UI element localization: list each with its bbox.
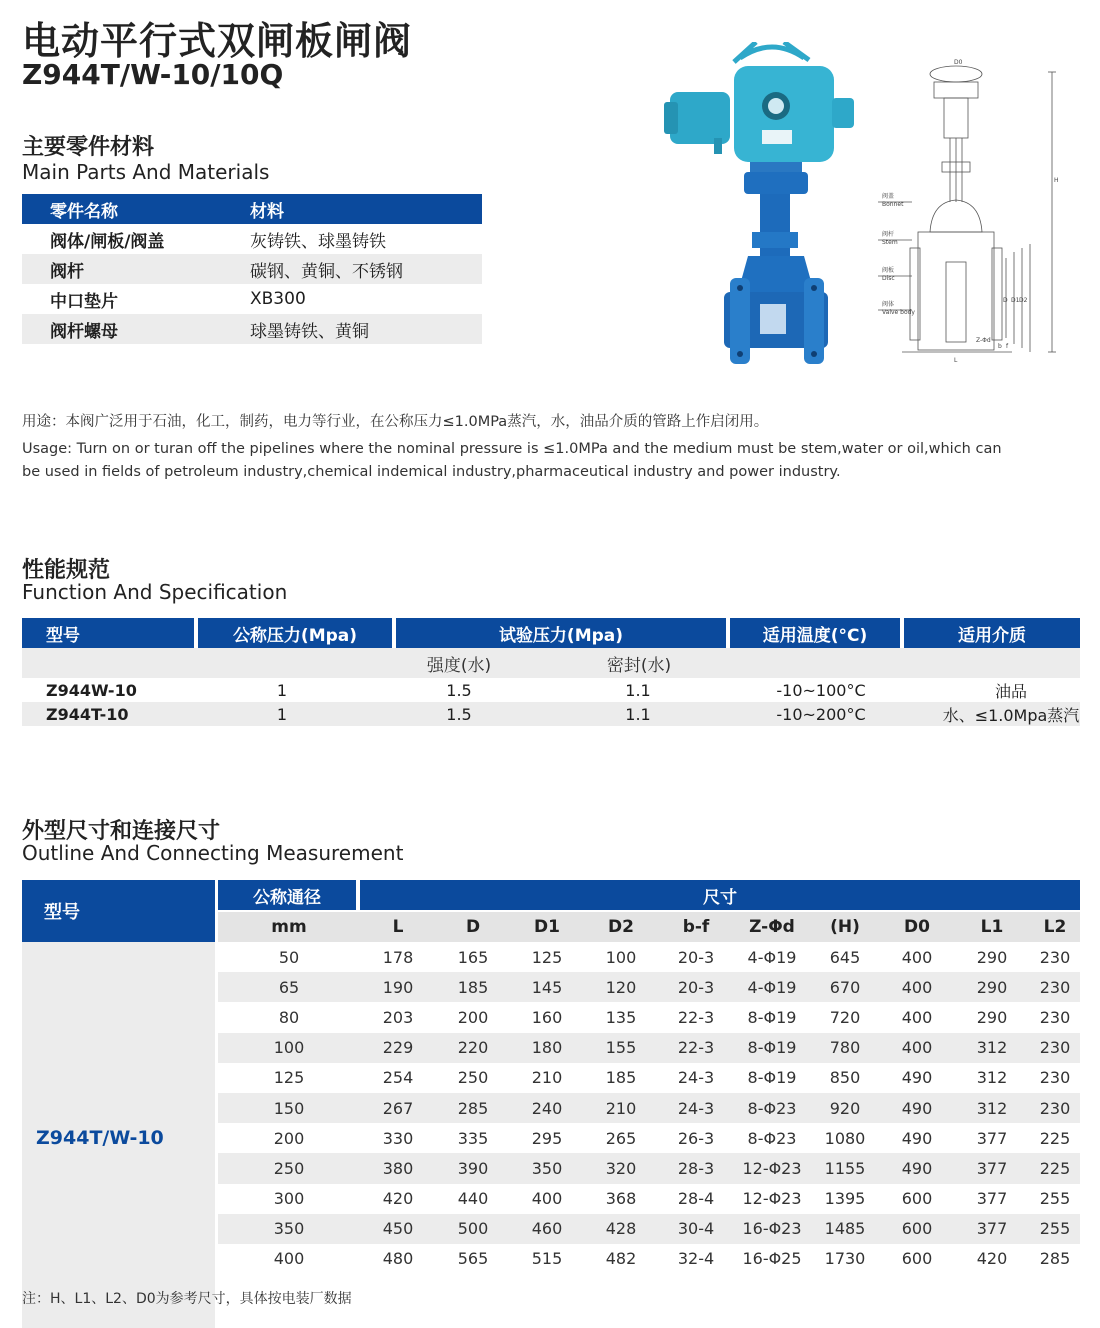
spec-medium: 油品 (994, 681, 1027, 701)
usage-en-line2: be used in fields of petroleum industry,chemical indemical industry,pharmaceutical industry and power industry. (22, 464, 841, 480)
dims-cell: 1485 (824, 1219, 866, 1239)
dims-cell: 400 (901, 1038, 933, 1058)
dims-cell: 420 (382, 1189, 414, 1209)
drawing-label: Disc (882, 275, 895, 282)
dims-cell: 210 (531, 1068, 563, 1088)
spec-temperature: -10~200°C (776, 704, 866, 724)
dims-cell: 26-3 (677, 1128, 715, 1148)
dims-cell: 312 (976, 1068, 1008, 1088)
dims-col-zd: Z-Φd (749, 917, 795, 937)
drawing-label: f (1006, 343, 1009, 350)
table-row (218, 1244, 1080, 1274)
table-row (218, 942, 1080, 972)
dims-cell: 460 (531, 1219, 563, 1239)
table-row (218, 1002, 1080, 1032)
table-row (22, 254, 482, 284)
dims-cell: 150 (273, 1098, 305, 1118)
dims-cell: 290 (976, 977, 1008, 997)
dims-cell: 135 (605, 1007, 637, 1027)
dims-cell: 255 (1039, 1189, 1071, 1209)
dims-cell: 428 (605, 1219, 637, 1239)
dims-cell: 20-3 (677, 977, 715, 997)
parts-header-material: 材料 (250, 201, 284, 222)
dims-cell: 330 (382, 1128, 414, 1148)
dims-cell: 254 (382, 1068, 414, 1088)
dims-cell: 440 (457, 1189, 489, 1209)
dims-cell: 24-3 (677, 1098, 715, 1118)
table-row (218, 972, 1080, 1002)
table-row (22, 284, 482, 314)
dims-cell: 230 (1039, 947, 1071, 967)
dims-cell: 290 (976, 1007, 1008, 1027)
dims-cell: 4-Φ19 (747, 977, 797, 997)
dims-cell: 155 (605, 1038, 637, 1058)
dims-col-L: L (392, 917, 404, 937)
dims-cell: 450 (382, 1219, 414, 1239)
spec-header-test-pressure: 试验压力(Mpa) (396, 618, 726, 648)
dims-cell: 482 (605, 1249, 637, 1269)
dims-title-cn: 外型尺寸和连接尺寸 (22, 819, 221, 844)
dims-cell: 267 (382, 1098, 414, 1118)
drawing-label: Z-Φd (976, 337, 991, 344)
dims-cell: 250 (457, 1068, 489, 1088)
part-material: 灰铸铁、球墨铸铁 (250, 231, 386, 252)
dims-cell: 250 (273, 1158, 305, 1178)
dims-cell: 4-Φ19 (747, 947, 797, 967)
dims-cell: 368 (605, 1189, 637, 1209)
dims-cell: 377 (976, 1189, 1008, 1209)
dims-cell: 850 (829, 1068, 861, 1088)
parts-title-en: Main Parts And Materials (22, 160, 270, 184)
model-number: Z944T/W-10/10Q (22, 58, 284, 91)
dims-col-D1: D1 (534, 917, 560, 937)
dims-cell: 377 (976, 1219, 1008, 1239)
dims-cell: 600 (901, 1219, 933, 1239)
dims-cell: 28-4 (677, 1189, 715, 1209)
dims-cell: 8-Φ23 (747, 1128, 797, 1148)
spec-header-model: 型号 (22, 618, 194, 648)
dims-header-dn: 公称通径 (218, 880, 356, 910)
spec-header-medium: 适用介质 (904, 618, 1080, 648)
spec-title-cn: 性能规范 (22, 558, 111, 583)
table-row (218, 1153, 1080, 1183)
usage-en-line1: Usage: Turn on or turan off the pipelines where the nominal pressure is ≤1.0MPa and the medium must be stem,water or oil,which can (22, 441, 1002, 457)
dims-cell: 312 (976, 1038, 1008, 1058)
dims-cell: 24-3 (677, 1068, 715, 1088)
dims-cell: 490 (901, 1128, 933, 1148)
dims-cell: 390 (457, 1158, 489, 1178)
dims-col-D0: D0 (904, 917, 930, 937)
table-row (218, 1214, 1080, 1244)
dims-cell: 160 (531, 1007, 563, 1027)
table-row (218, 1123, 1080, 1153)
dims-cell: 335 (457, 1128, 489, 1148)
dims-cell: 12-Φ23 (742, 1189, 802, 1209)
drawing-label: 阀杆 (882, 231, 895, 238)
spec-sub-header (22, 648, 1080, 678)
table-row (22, 678, 1080, 702)
spec-model: Z944W-10 (46, 680, 137, 700)
spec-seal: 1.1 (625, 704, 651, 724)
drawing-label: 阀盖 (882, 193, 895, 200)
dims-cell: 920 (829, 1098, 861, 1118)
dims-cell: 515 (531, 1249, 563, 1269)
dims-cell: 22-3 (677, 1007, 715, 1027)
dims-cell: 320 (605, 1158, 637, 1178)
drawing-label: Valve body (882, 309, 915, 316)
drawing-label: D (1003, 297, 1008, 304)
dims-col-H: (H) (830, 917, 860, 937)
dims-cell: 16-Φ25 (742, 1249, 802, 1269)
dims-cell: 400 (531, 1189, 563, 1209)
part-material: XB300 (250, 289, 306, 309)
dims-cell: 565 (457, 1249, 489, 1269)
drawing-label: L (954, 357, 958, 364)
part-material: 球墨铸铁、黄铜 (250, 321, 369, 342)
dims-cell: 32-4 (677, 1249, 715, 1269)
dims-title-en: Outline And Connecting Measurement (22, 841, 404, 865)
dims-header-row2 (218, 912, 1080, 942)
drawing-label: D2 (1019, 297, 1028, 304)
dims-cell: 203 (382, 1007, 414, 1027)
dims-col-mm: mm (271, 917, 307, 937)
spec-table-header (22, 618, 1080, 648)
dims-col-bf: b-f (682, 917, 710, 937)
spec-strength: 1.5 (446, 680, 472, 700)
dims-cell: 22-3 (677, 1038, 715, 1058)
spec-model: Z944T-10 (46, 704, 129, 724)
dims-cell: 300 (273, 1189, 305, 1209)
footnote: 注：H、L1、L2、D0为参考尺寸，具体按电装厂数据 (22, 1291, 352, 1307)
dims-cell: 400 (901, 977, 933, 997)
dims-header-model: 型号 (22, 880, 215, 942)
dims-cell: 125 (273, 1068, 305, 1088)
spec-header-nominal-pressure: 公称压力(Mpa) (198, 618, 392, 648)
dims-cell: 30-4 (677, 1219, 715, 1239)
dims-cell: 230 (1039, 1098, 1071, 1118)
dims-cell: 350 (273, 1219, 305, 1239)
dims-cell: 125 (531, 947, 563, 967)
drawing-label: Bonnet (882, 201, 904, 208)
dims-cell: 490 (901, 1158, 933, 1178)
dims-col-D2: D2 (608, 917, 634, 937)
drawing-label: 阀板 (882, 267, 895, 274)
spec-sub-strength: 强度(水) (426, 655, 492, 676)
dims-rows (218, 942, 1080, 1274)
dims-cell: 180 (531, 1038, 563, 1058)
parts-header-name: 零件名称 (50, 201, 118, 222)
table-row (218, 1063, 1080, 1093)
table-row (218, 1184, 1080, 1214)
dims-cell: 400 (901, 1007, 933, 1027)
spec-seal: 1.1 (625, 680, 651, 700)
dims-cell: 490 (901, 1068, 933, 1088)
dims-col-L1: L1 (980, 917, 1004, 937)
spec-temperature: -10~100°C (776, 680, 866, 700)
dims-cell: 100 (273, 1038, 305, 1058)
dims-cell: 1080 (824, 1128, 866, 1148)
dims-cell: 230 (1039, 1007, 1071, 1027)
dims-cell: 120 (605, 977, 637, 997)
dims-cell: 400 (901, 947, 933, 967)
dims-cell: 8-Φ19 (747, 1038, 797, 1058)
dims-cell: 380 (382, 1158, 414, 1178)
dims-cell: 200 (457, 1007, 489, 1027)
dims-cell: 377 (976, 1128, 1008, 1148)
dims-cell: 420 (976, 1249, 1008, 1269)
dims-cell: 377 (976, 1158, 1008, 1178)
table-row (218, 1093, 1080, 1123)
part-name: 中口垫片 (50, 291, 118, 312)
dims-cell: 312 (976, 1098, 1008, 1118)
dims-cell: 16-Φ23 (742, 1219, 802, 1239)
dims-cell: 255 (1039, 1219, 1071, 1239)
valve-product-photo (664, 42, 860, 368)
dims-cell: 285 (457, 1098, 489, 1118)
dimension-data (218, 880, 1080, 1274)
dims-cell: 600 (901, 1189, 933, 1209)
dims-cell: 185 (605, 1068, 637, 1088)
dims-cell: 670 (829, 977, 861, 997)
dims-cell: 500 (457, 1219, 489, 1239)
drawing-label: H (1054, 177, 1059, 184)
dims-cell: 240 (531, 1098, 563, 1118)
dims-header-row1 (218, 880, 1080, 910)
dims-cell: 480 (382, 1249, 414, 1269)
dims-cell: 230 (1039, 1038, 1071, 1058)
dims-col-D: D (465, 917, 481, 937)
dims-col-L2: L2 (1043, 917, 1067, 937)
table-row (22, 702, 1080, 726)
dims-cell: 210 (605, 1098, 637, 1118)
part-name: 阀体/闸板/阀盖 (50, 231, 165, 252)
usage-cn: 用途：本阀广泛用于石油，化工，制药，电力等行业，在公称压力≤1.0MPa蒸汽，水，油品介质的管路上作启闭用。 (22, 414, 769, 430)
dims-cell: 225 (1039, 1128, 1071, 1148)
spec-nominal: 1 (276, 704, 288, 724)
dims-cell: 350 (531, 1158, 563, 1178)
drawing-label: 阀体 (882, 301, 895, 308)
dims-cell: 225 (1039, 1158, 1071, 1178)
spec-sub-seal: 密封(水) (606, 655, 672, 676)
dims-cell: 20-3 (677, 947, 715, 967)
dims-cell: 185 (457, 977, 489, 997)
dims-cell: 290 (976, 947, 1008, 967)
dims-cell: 265 (605, 1128, 637, 1148)
dims-header-size: 尺寸 (360, 880, 1080, 910)
dims-cell: 8-Φ19 (747, 1007, 797, 1027)
dims-cell: 230 (1039, 1068, 1071, 1088)
drawing-label: D0 (954, 59, 963, 66)
table-row (22, 224, 482, 254)
dims-cell: 8-Φ23 (747, 1098, 797, 1118)
drawing-label: b (998, 343, 1002, 350)
dims-cell: 600 (901, 1249, 933, 1269)
table-row (22, 314, 482, 344)
dims-cell: 1155 (824, 1158, 866, 1178)
dims-cell: 490 (901, 1098, 933, 1118)
dims-cell: 220 (457, 1038, 489, 1058)
dims-cell: 1395 (824, 1189, 866, 1209)
dims-cell: 165 (457, 947, 489, 967)
spec-strength: 1.5 (446, 704, 472, 724)
valve-technical-drawing (872, 52, 1068, 372)
spec-title-en: Function And Specification (22, 580, 288, 604)
dims-cell: 229 (382, 1038, 414, 1058)
dims-cell: 65 (278, 977, 300, 997)
dims-cell: 295 (531, 1128, 563, 1148)
table-row (218, 1033, 1080, 1063)
dims-cell: 8-Φ19 (747, 1068, 797, 1088)
part-name: 阀杆 (50, 261, 84, 282)
parts-title-cn: 主要零件材料 (22, 135, 155, 160)
dims-cell: 200 (273, 1128, 305, 1148)
part-material: 碳钢、黄铜、不锈钢 (250, 261, 403, 282)
spec-nominal: 1 (276, 680, 288, 700)
dims-cell: 145 (531, 977, 563, 997)
dims-cell: 1730 (824, 1249, 866, 1269)
parts-table (22, 194, 482, 344)
dims-cell: 80 (278, 1007, 300, 1027)
page-title: 电动平行式双闸板闸阀 (22, 19, 413, 63)
part-name: 阀杆螺母 (50, 321, 118, 342)
drawing-label: Stem (882, 239, 898, 246)
spec-table (22, 618, 1080, 726)
dims-cell: 12-Φ23 (742, 1158, 802, 1178)
dims-cell: 190 (382, 977, 414, 997)
dims-cell: 285 (1039, 1249, 1071, 1269)
dims-model-name: Z944T/W-10 (22, 942, 215, 1328)
dims-cell: 28-3 (677, 1158, 715, 1178)
spec-medium: 水、≤1.0Mpa蒸汽 (942, 705, 1080, 725)
dims-cell: 230 (1039, 977, 1071, 997)
spec-header-temperature: 适用温度(°C) (730, 618, 900, 648)
dims-cell: 100 (605, 947, 637, 967)
dims-cell: 50 (278, 947, 300, 967)
dims-cell: 720 (829, 1007, 861, 1027)
dims-cell: 178 (382, 947, 414, 967)
dims-cell: 400 (273, 1249, 305, 1269)
parts-table-header (22, 194, 482, 224)
dimension-model-column (22, 880, 215, 1328)
dims-cell: 645 (829, 947, 861, 967)
drawing-label: D1 (1011, 297, 1020, 304)
dims-cell: 780 (829, 1038, 861, 1058)
